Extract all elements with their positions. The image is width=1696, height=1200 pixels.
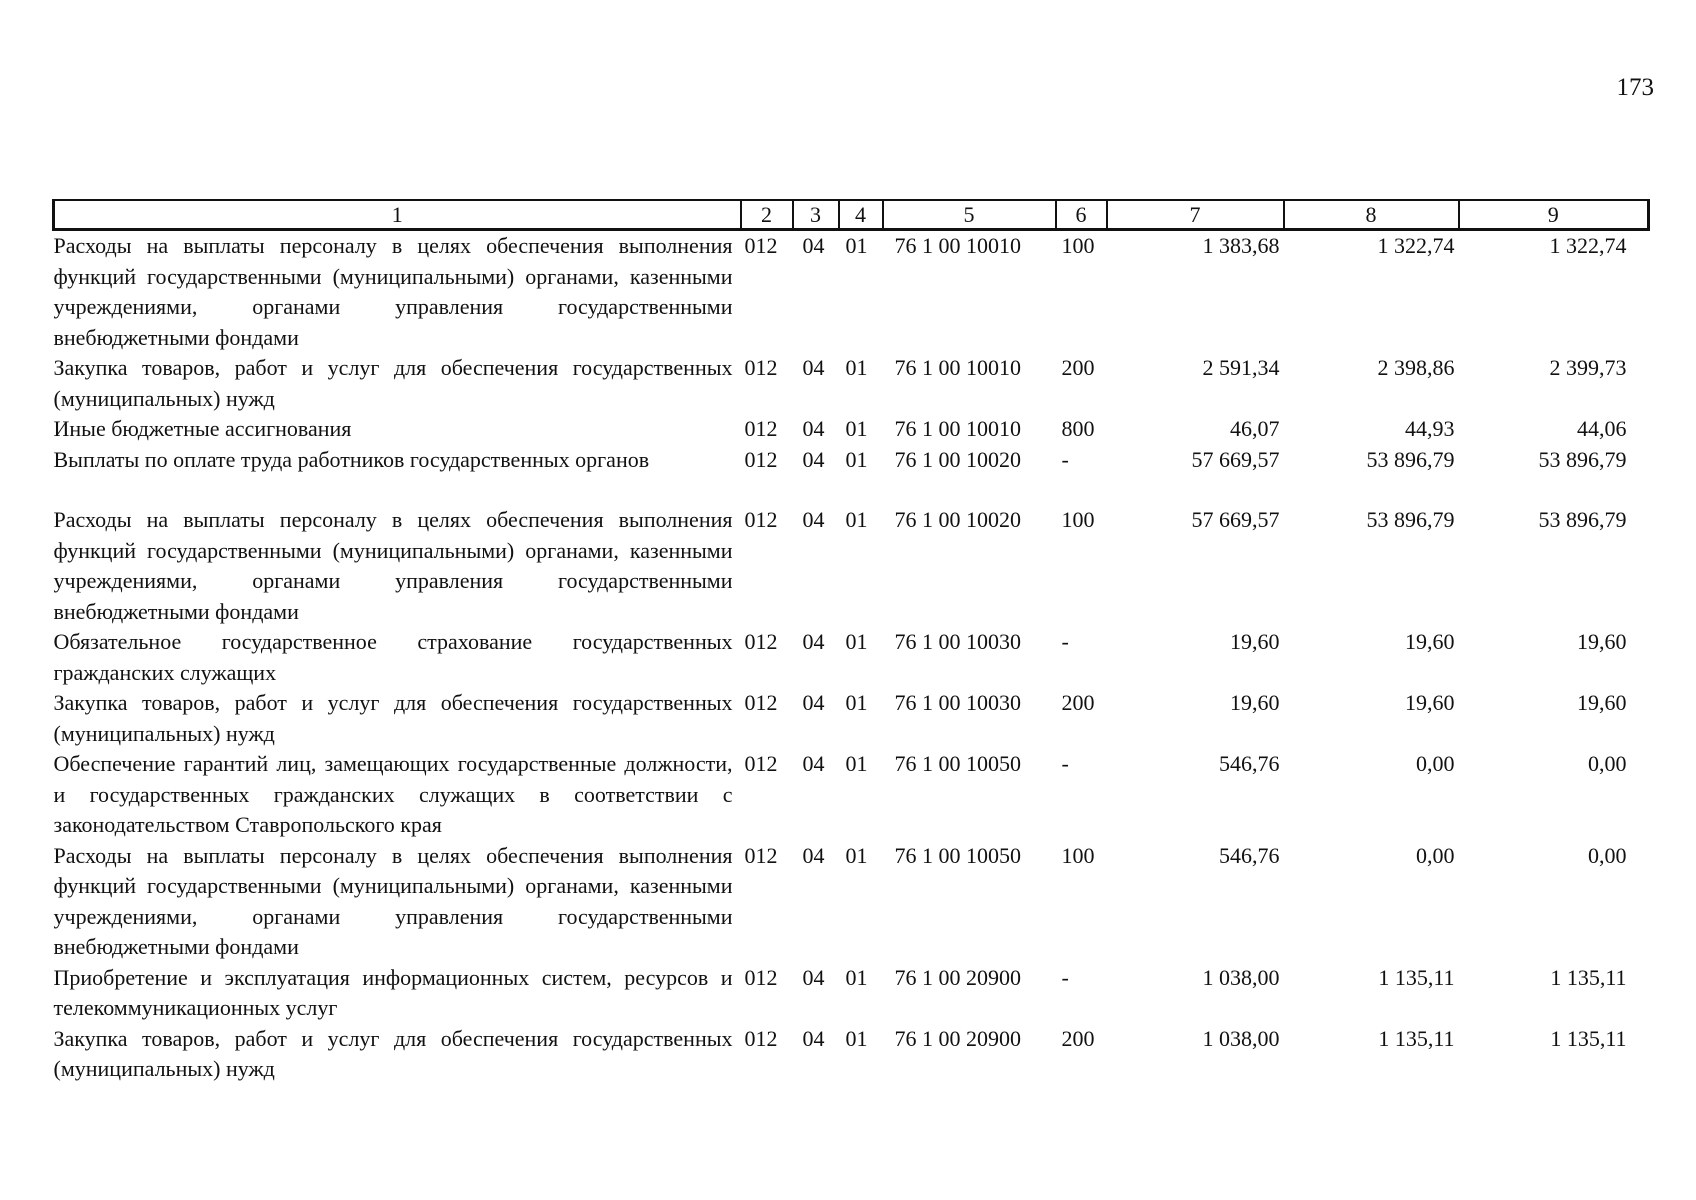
target-article: 76 1 00 10010: [894, 416, 1021, 441]
section-code: 04: [802, 629, 825, 654]
amount-col-8: 19,60: [1405, 690, 1455, 715]
header-col-4: 4: [839, 200, 883, 230]
ministry-code: 012: [744, 416, 778, 441]
header-col-2: 2: [741, 200, 793, 230]
amount-col-7: 546,76: [1219, 842, 1280, 868]
expense-type: -: [1061, 446, 1069, 472]
header-col-8: 8: [1284, 200, 1459, 230]
amount-col-7: 1 038,00: [1202, 964, 1280, 990]
amount-col-7: 2 591,34: [1202, 355, 1280, 380]
expense-name: Выплаты по оплате труда работников государственных органов: [53, 446, 650, 472]
amount-col-8: 0,00: [1416, 751, 1455, 776]
target-article: 76 1 00 10010: [894, 355, 1021, 380]
amount-col-9: 1 322,74: [1549, 233, 1627, 258]
amount-col-8: 19,60: [1405, 629, 1455, 654]
amount-col-9: 44,06: [1577, 416, 1627, 441]
table-row: [54, 414, 1649, 445]
section-code: 04: [802, 355, 825, 380]
target-article: 76 1 00 10020: [894, 507, 1021, 532]
table-row: [54, 445, 1649, 506]
target-article: 76 1 00 10010: [894, 233, 1021, 258]
amount-col-8: 1 135,11: [1378, 964, 1455, 990]
table-row: [54, 627, 1649, 688]
amount-col-7: 57 669,57: [1191, 507, 1280, 532]
header-col-1: 1: [54, 200, 741, 230]
ministry-code: 012: [744, 842, 778, 868]
table-row: [54, 1024, 1649, 1085]
expense-name: Расходы на выплаты персоналу в целях обеспечения выполнения функций государственными (муниципальными) органами, казенными учреждениями, органами управления государственными внебюджетными фондами: [53, 842, 733, 959]
expense-type: -: [1061, 629, 1069, 654]
header-col-3: 3: [793, 200, 839, 230]
section-code: 04: [802, 964, 825, 990]
amount-col-7: 1 383,68: [1202, 233, 1280, 258]
budget-table: [52, 199, 1650, 1085]
expense-name: Закупка товаров, работ и услуг для обеспечения государственных (муниципальных) нужд: [53, 355, 733, 411]
expense-name: Обеспечение гарантий лиц, замещающих государственные должности, и государственных гражданских служащих в соответствии с законодательством Ставропольского края: [53, 751, 733, 837]
amount-col-9: 1 135,11: [1550, 964, 1627, 990]
expense-name: Обязательное государственное страхование государственных гражданских служащих: [53, 629, 733, 685]
target-article: 76 1 00 10020: [894, 446, 1021, 472]
ministry-code: 012: [744, 446, 778, 472]
subsection-code: 01: [845, 446, 868, 472]
amount-col-9: 1 135,11: [1550, 1025, 1627, 1051]
ministry-code: 012: [744, 751, 778, 776]
amount-col-7: 57 669,57: [1191, 446, 1280, 472]
amount-col-9: 53 896,79: [1538, 446, 1627, 472]
section-code: 04: [802, 842, 825, 868]
subsection-code: 01: [845, 507, 868, 532]
amount-col-9: 0,00: [1588, 751, 1627, 776]
amount-col-9: 53 896,79: [1538, 507, 1627, 532]
amount-col-7: 19,60: [1230, 690, 1280, 715]
subsection-code: 01: [845, 629, 868, 654]
section-code: 04: [802, 446, 825, 472]
amount-col-8: 53 896,79: [1366, 446, 1455, 472]
expense-name: Приобретение и эксплуатация информационных систем, ресурсов и телекоммуникационных услуг: [53, 964, 733, 1020]
page-number: 173: [1616, 74, 1654, 101]
amount-col-9: 0,00: [1588, 842, 1627, 868]
target-article: 76 1 00 10050: [894, 751, 1021, 776]
amount-col-8: 1 135,11: [1378, 1025, 1455, 1051]
table-row: [54, 749, 1649, 841]
target-article: 76 1 00 10030: [894, 690, 1021, 715]
amount-col-7: 546,76: [1219, 751, 1280, 776]
table-row: [54, 230, 1649, 354]
expense-type: -: [1061, 964, 1069, 990]
amount-col-8: 0,00: [1416, 842, 1455, 868]
header-col-5: 5: [883, 200, 1056, 230]
table-row: [54, 841, 1649, 963]
section-code: 04: [802, 1025, 825, 1051]
ministry-code: 012: [744, 690, 778, 715]
expense-name: Расходы на выплаты персоналу в целях обеспечения выполнения функций государственными (муниципальными) органами, казенными учреждениями, органами управления государственными внебюджетными фондами: [53, 233, 733, 350]
subsection-code: 01: [845, 355, 868, 380]
amount-col-8: 53 896,79: [1366, 507, 1455, 532]
expense-type: 800: [1061, 416, 1095, 441]
section-code: 04: [802, 416, 825, 441]
ministry-code: 012: [744, 964, 778, 990]
header-col-6: 6: [1056, 200, 1107, 230]
amount-col-9: 2 399,73: [1549, 355, 1627, 380]
section-code: 04: [802, 751, 825, 776]
ministry-code: 012: [744, 1025, 778, 1051]
table-row: [54, 688, 1649, 749]
amount-col-9: 19,60: [1577, 629, 1627, 654]
expense-type: 200: [1061, 355, 1095, 380]
table-row: [54, 505, 1649, 627]
subsection-code: 01: [845, 416, 868, 441]
header-col-9: 9: [1459, 200, 1649, 230]
amount-col-8: 2 398,86: [1377, 355, 1455, 380]
expense-type: 100: [1061, 233, 1095, 258]
subsection-code: 01: [845, 233, 868, 258]
subsection-code: 01: [845, 751, 868, 776]
table-row: [54, 963, 1649, 1024]
target-article: 76 1 00 20900: [894, 1025, 1021, 1051]
section-code: 04: [802, 507, 825, 532]
ministry-code: 012: [744, 507, 778, 532]
expense-name: Закупка товаров, работ и услуг для обеспечения государственных (муниципальных) нужд: [53, 690, 733, 746]
table-row: [54, 353, 1649, 414]
amount-col-7: 19,60: [1230, 629, 1280, 654]
subsection-code: 01: [845, 1025, 868, 1051]
amount-col-7: 46,07: [1230, 416, 1280, 441]
expense-type: 100: [1061, 507, 1095, 532]
target-article: 76 1 00 20900: [894, 964, 1021, 990]
expense-name: Закупка товаров, работ и услуг для обеспечения государственных (муниципальных) нужд: [53, 1025, 733, 1081]
expense-type: 100: [1061, 842, 1095, 868]
expense-type: -: [1061, 751, 1069, 776]
ministry-code: 012: [744, 355, 778, 380]
table-header-row: [54, 200, 1649, 230]
target-article: 76 1 00 10030: [894, 629, 1021, 654]
expense-name: Расходы на выплаты персоналу в целях обеспечения выполнения функций государственными (муниципальными) органами, казенными учреждениями, органами управления государственными внебюджетными фондами: [53, 507, 733, 624]
ministry-code: 012: [744, 233, 778, 258]
section-code: 04: [802, 233, 825, 258]
subsection-code: 01: [845, 690, 868, 715]
section-code: 04: [802, 690, 825, 715]
expense-type: 200: [1061, 1025, 1095, 1051]
header-col-7: 7: [1107, 200, 1284, 230]
expense-name: Иные бюджетные ассигнования: [53, 416, 352, 441]
amount-col-8: 1 322,74: [1377, 233, 1455, 258]
amount-col-9: 19,60: [1577, 690, 1627, 715]
subsection-code: 01: [845, 842, 868, 868]
target-article: 76 1 00 10050: [894, 842, 1021, 868]
amount-col-8: 44,93: [1405, 416, 1455, 441]
ministry-code: 012: [744, 629, 778, 654]
expense-type: 200: [1061, 690, 1095, 715]
subsection-code: 01: [845, 964, 868, 990]
amount-col-7: 1 038,00: [1202, 1025, 1280, 1051]
